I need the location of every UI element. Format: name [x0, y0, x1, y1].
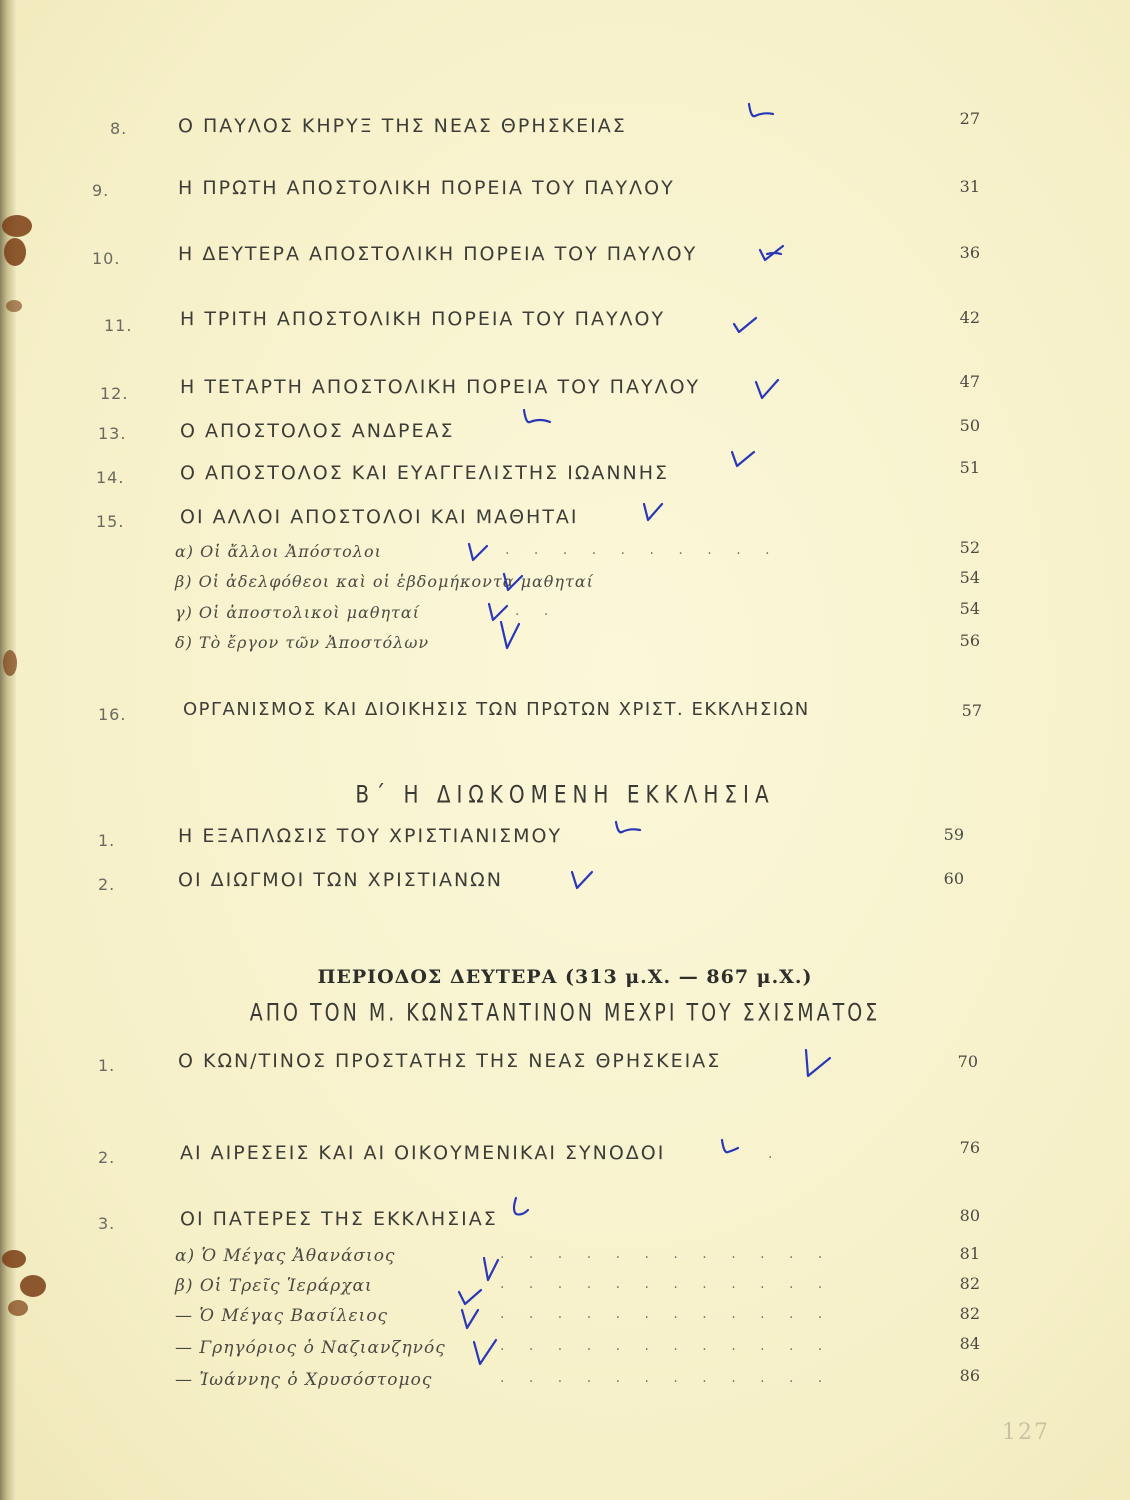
period-two-subtitle: ΑΠΟ ΤΟΝ Μ. ΚΩΝΣΤΑΝΤΙΝΟΝ ΜΕΧΡΙ ΤΟΥ ΣΧΙΣΜΑΤΟΣ	[249, 999, 881, 1027]
toc-entry-p2	[0, 1138, 1130, 1172]
entry-page: 82	[959, 1304, 980, 1323]
leader-dots: . . . . . . . . . . . .	[500, 1306, 833, 1322]
subentry-label: — Ὁ Μέγας Βασίλειος	[175, 1306, 389, 1326]
entry-number: 14.	[96, 468, 125, 487]
entry-number: 1.	[98, 1056, 116, 1075]
checkmark-icon	[612, 818, 642, 842]
entry-page: 50	[959, 416, 980, 435]
checkmark-icon	[718, 1136, 742, 1162]
entry-number: 2.	[98, 875, 116, 894]
subentry-label: — Ἰωάννης ὁ Χρυσόστομος	[175, 1370, 433, 1390]
subentry-label: — Γρηγόριος ὁ Ναζιανζηνός	[175, 1338, 446, 1358]
entry-title: ΟΙ ΠΑΤΕΡΕΣ ΤΗΣ ΕΚΚΛΗΣΙΑΣ	[180, 1208, 498, 1230]
entry-title: Ο ΑΠΟΣΤΟΛΟΣ ΑΝΔΡΕΑΣ	[180, 420, 455, 442]
entry-page: 57	[961, 701, 982, 720]
leader-dots: .	[768, 1146, 783, 1162]
section-b-title: Β΄ Η ΔΙΩΚΟΜΕΝΗ ΕΚΚΛΗΣΙΑ	[355, 779, 775, 809]
subentry-label: α) Ὁ Μέγας Ἀθανάσιος	[175, 1246, 396, 1266]
entry-title: Ο ΚΩΝ/ΤΙΝΟΣ ΠΡΟΣΤΑΤΗΣ ΤΗΣ ΝΕΑΣ ΘΡΗΣΚΕΙΑΣ	[178, 1050, 722, 1072]
entry-number: 2.	[98, 1148, 116, 1167]
toc-subentry	[0, 1246, 1130, 1276]
checkmark-icon	[455, 1284, 485, 1308]
checkmark-icon	[640, 500, 666, 526]
toc-entry-16	[0, 699, 1130, 729]
checkmark-icon	[497, 618, 523, 652]
entry-number: 15.	[96, 512, 125, 531]
toc-entry-p3	[0, 1208, 1130, 1238]
toc-entry-15	[0, 506, 1130, 536]
entry-number: 16.	[98, 705, 127, 724]
entry-title: Η ΤΡΙΤΗ ΑΠΟΣΤΟΛΙΚΗ ΠΟΡΕΙΑ ΤΟΥ ΠΑΥΛΟΥ	[180, 308, 666, 330]
checkmark-icon	[730, 310, 760, 336]
toc-entry-10	[0, 243, 1130, 273]
entry-number: 13.	[98, 424, 127, 443]
entry-number: 11.	[104, 316, 133, 335]
entry-page: 86	[959, 1366, 980, 1385]
rust-stain	[2, 215, 32, 237]
entry-page: 82	[959, 1274, 980, 1293]
entry-number: 10.	[92, 249, 121, 268]
checkmark-icon	[568, 866, 596, 892]
entry-page: 81	[959, 1244, 980, 1263]
toc-subentry	[0, 1334, 1130, 1368]
entry-title: Η ΔΕΥΤΕΡΑ ΑΠΟΣΤΟΛΙΚΗ ΠΟΡΕΙΑ ΤΟΥ ΠΑΥΛΟΥ	[178, 243, 698, 265]
checkmark-icon	[745, 98, 775, 124]
entry-title: ΑΙ ΑΙΡΕΣΕΙΣ ΚΑΙ ΑΙ ΟΙΚΟΥΜΕΝΙΚΑΙ ΣΥΝΟΔΟΙ	[180, 1142, 666, 1164]
leader-dots: . .	[515, 603, 559, 619]
entry-title: Η ΤΕΤΑΡΤΗ ΑΠΟΣΤΟΛΙΚΗ ΠΟΡΕΙΑ ΤΟΥ ΠΑΥΛΟΥ	[180, 376, 701, 398]
entry-number: 8.	[110, 119, 128, 138]
entry-page: 76	[959, 1138, 980, 1157]
entry-title: Η ΕΞΑΠΛΩΣΙΣ ΤΟΥ ΧΡΙΣΤΙΑΝΙΣΜΟΥ	[178, 825, 563, 847]
entry-title: Η ΠΡΩΤΗ ΑΠΟΣΤΟΛΙΚΗ ΠΟΡΕΙΑ ΤΟΥ ΠΑΥΛΟΥ	[178, 177, 675, 199]
entry-number: 12.	[100, 384, 129, 403]
checkmark-icon	[520, 406, 554, 432]
checkmark-icon	[465, 540, 491, 564]
subentry-label: γ) Οἱ ἀποστολικοὶ μαθηταί	[175, 603, 420, 622]
entry-page: 42	[959, 308, 980, 327]
entry-title: Ο ΑΠΟΣΤΟΛΟΣ ΚΑΙ ΕΥΑΓΓΕΛΙΣΤΗΣ ΙΩΑΝΝΗΣ	[180, 462, 670, 484]
leader-dots: . . . . . . . . . .	[505, 542, 780, 558]
entry-number: 3.	[98, 1214, 116, 1233]
entry-title: ΟΙ ΑΛΛΟΙ ΑΠΟΣΤΟΛΟΙ ΚΑΙ ΜΑΘΗΤΑΙ	[180, 506, 579, 528]
subentry-label: β) Οἱ ἀδελφόθεοι καὶ οἱ ἑβδομήκοντα μαθηταί	[175, 572, 594, 591]
checkmark-icon	[752, 376, 782, 402]
checkmark-icon	[478, 1254, 502, 1284]
subentry-label: α) Οἱ ἄλλοι Ἀπόστολοι	[175, 542, 382, 561]
entry-number: 1.	[98, 831, 116, 850]
checkmark-icon	[500, 570, 526, 594]
toc-entry-13	[0, 416, 1130, 450]
entry-page: 47	[959, 372, 980, 391]
toc-subentry	[0, 1306, 1130, 1336]
section-heading	[0, 779, 1130, 809]
toc-entry-b1	[0, 825, 1130, 855]
period-two-title: ΠΕΡΙΟΔΟΣ ΔΕΥΤΕΡΑ (313 μ.Χ. — 867 μ.Χ.)	[317, 966, 813, 988]
checkmark-icon	[728, 448, 758, 474]
checkmark-icon	[458, 1306, 482, 1332]
toc-subentry	[0, 599, 1130, 633]
entry-page: 51	[959, 458, 980, 477]
entry-title: ΟΙ ΔΙΩΓΜΟΙ ΤΩΝ ΧΡΙΣΤΙΑΝΩΝ	[178, 869, 503, 891]
entry-page: 56	[959, 631, 980, 650]
toc-entry-p1	[0, 1050, 1130, 1080]
entry-page: 36	[959, 243, 980, 262]
checkmark-icon	[470, 1336, 500, 1368]
entry-title: ΟΡΓΑΝΙΣΜΟΣ ΚΑΙ ΔΙΟΙΚΗΣΙΣ ΤΩΝ ΠΡΩΤΩΝ ΧΡΙΣΤ. ΕΚΚΛΗΣΙΩΝ	[183, 699, 810, 720]
entry-page: 59	[943, 825, 964, 844]
leader-dots: . . . . . . . . . . . .	[500, 1370, 833, 1386]
subentry-label: δ) Τὸ ἔργον τῶν Ἀποστόλων	[175, 633, 430, 652]
entry-page: 60	[943, 869, 964, 888]
entry-page: 54	[959, 599, 980, 618]
toc-subentry	[0, 1366, 1130, 1400]
toc-entry-b2	[0, 869, 1130, 899]
entry-page: 80	[959, 1206, 980, 1225]
period-heading	[0, 966, 1130, 988]
entry-page: 27	[959, 109, 980, 128]
checkmark-icon	[757, 240, 787, 266]
toc-entry-14	[0, 458, 1130, 492]
checkmark-icon	[508, 1194, 532, 1224]
toc-entry-8	[0, 109, 1130, 145]
leader-dots: . . . . . . . . . . . .	[500, 1276, 833, 1292]
subentry-label: β) Οἱ Τρεῖς Ἱεράρχαι	[175, 1276, 373, 1296]
toc-subentry	[0, 633, 1130, 663]
toc-entry-12	[0, 372, 1130, 406]
entry-page: 54	[959, 568, 980, 587]
page-number: 127	[1002, 1420, 1050, 1445]
toc-entry-9	[0, 177, 1130, 207]
checkmark-icon	[800, 1044, 834, 1080]
entry-title: Ο ΠΑΥΛΟΣ ΚΗΡΥΞ ΤΗΣ ΝΕΑΣ ΘΡΗΣΚΕΙΑΣ	[178, 115, 627, 137]
entry-page: 70	[957, 1052, 978, 1071]
entry-page: 52	[959, 538, 980, 557]
entry-page: 84	[959, 1334, 980, 1353]
entry-page: 31	[959, 177, 980, 196]
leader-dots: . . . . . . . . . . . .	[500, 1338, 833, 1354]
toc-subentry	[0, 1276, 1130, 1306]
toc-entry-11	[0, 308, 1130, 338]
entry-number: 9.	[92, 181, 110, 200]
period-subheading	[0, 999, 1130, 1027]
leader-dots: . . . . . . . . . . . .	[500, 1246, 833, 1262]
toc-subentry	[0, 568, 1130, 602]
